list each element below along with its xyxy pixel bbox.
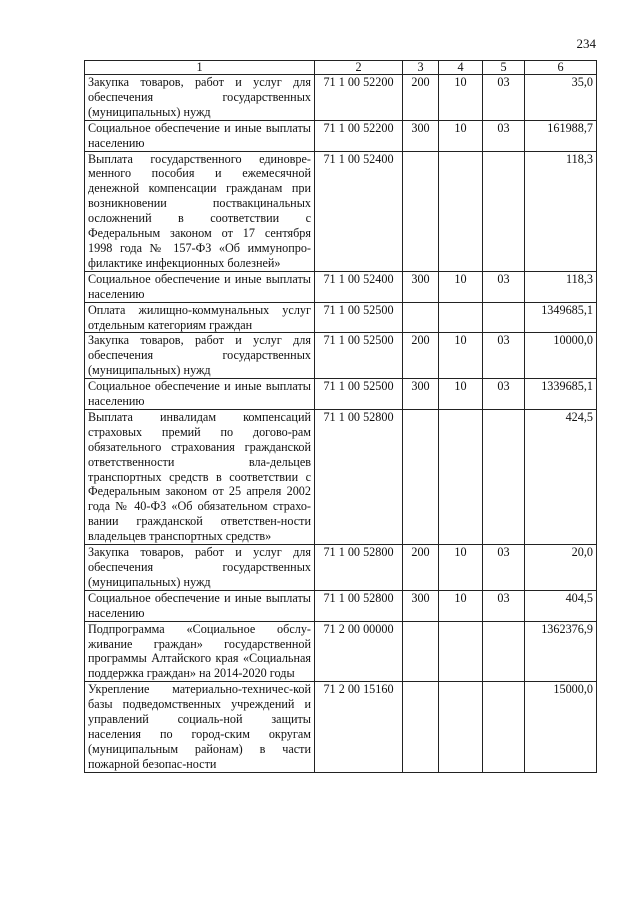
row-expense-type-cell [403,682,439,772]
row-section-cell: 10 [439,271,483,302]
row-amount-cell: 118,3 [525,271,597,302]
row-amount-cell: 404,5 [525,590,597,621]
row-code-cell: 71 1 00 52800 [315,545,403,591]
row-code-cell: 71 1 00 52500 [315,333,403,379]
column-header: 6 [525,61,597,75]
row-expense-type-cell [403,302,439,333]
row-section-cell: 10 [439,379,483,410]
table-row [85,545,597,591]
table-row [85,151,597,271]
row-name-cell: Выплата инвалидам компенсаций страховых премий по догово-рам обязательного страхования гражданской ответственности вла-дельцев транспортных средств в соответствии с Федеральным законом от 25 апреля 2002 года № 40-ФЗ «Об обязательном страхо-вании гражданской ответствен-ности владельцев транспортных средств» [85,409,315,544]
row-expense-type-cell: 300 [403,120,439,151]
row-subsection-cell: 03 [483,545,525,591]
row-amount-cell: 118,3 [525,151,597,271]
row-name-cell: Закупка товаров, работ и услуг для обеспечения государственных (муниципальных) нужд [85,75,315,121]
row-subsection-cell [483,621,525,682]
row-name-cell: Социальное обеспечение и иные выплаты населению [85,271,315,302]
row-name-cell: Укрепление материально-техничес-кой базы подведомственных учреждений и управлений социаль-ной защиты населения по город-ским округам (муниципальным районам) в части пожарной безопас-ности [85,682,315,772]
column-header: 1 [85,61,315,75]
table-row [85,682,597,772]
row-amount-cell: 35,0 [525,75,597,121]
row-name-cell: Оплата жилищно-коммунальных услуг отдельным категориям граждан [85,302,315,333]
column-header: 3 [403,61,439,75]
row-code-cell: 71 2 00 15160 [315,682,403,772]
table-row [85,590,597,621]
table-row [85,120,597,151]
row-amount-cell: 1362376,9 [525,621,597,682]
row-amount-cell: 1339685,1 [525,379,597,410]
row-code-cell: 71 2 00 00000 [315,621,403,682]
row-subsection-cell [483,151,525,271]
row-expense-type-cell: 300 [403,271,439,302]
row-expense-type-cell [403,621,439,682]
row-section-cell [439,621,483,682]
row-section-cell [439,682,483,772]
row-expense-type-cell [403,151,439,271]
table-row [85,621,597,682]
row-subsection-cell: 03 [483,590,525,621]
row-code-cell: 71 1 00 52200 [315,120,403,151]
row-expense-type-cell: 200 [403,545,439,591]
row-code-cell: 71 1 00 52800 [315,590,403,621]
row-expense-type-cell: 300 [403,379,439,410]
row-subsection-cell: 03 [483,75,525,121]
row-amount-cell: 161988,7 [525,120,597,151]
row-name-cell: Подпрограмма «Социальное обслу-живание граждан» государственной программы Алтайского края «Социальная поддержка граждан» на 2014-2020 годы [85,621,315,682]
row-subsection-cell: 03 [483,271,525,302]
row-name-cell: Социальное обеспечение и иные выплаты населению [85,120,315,151]
table-row [85,271,597,302]
row-section-cell: 10 [439,545,483,591]
table-row [85,333,597,379]
row-section-cell [439,151,483,271]
row-subsection-cell [483,302,525,333]
table-body [85,75,597,773]
row-section-cell [439,409,483,544]
row-code-cell: 71 1 00 52500 [315,302,403,333]
row-amount-cell: 20,0 [525,545,597,591]
table-row [85,379,597,410]
row-amount-cell: 15000,0 [525,682,597,772]
budget-table [84,60,597,773]
row-code-cell: 71 1 00 52800 [315,409,403,544]
row-code-cell: 71 1 00 52200 [315,75,403,121]
row-expense-type-cell [403,409,439,544]
row-amount-cell: 424,5 [525,409,597,544]
row-name-cell: Социальное обеспечение и иные выплаты населению [85,590,315,621]
row-subsection-cell: 03 [483,379,525,410]
row-section-cell: 10 [439,333,483,379]
row-section-cell: 10 [439,120,483,151]
row-subsection-cell [483,682,525,772]
row-subsection-cell: 03 [483,120,525,151]
row-amount-cell: 10000,0 [525,333,597,379]
row-expense-type-cell: 200 [403,333,439,379]
row-expense-type-cell: 300 [403,590,439,621]
row-code-cell: 71 1 00 52500 [315,379,403,410]
row-subsection-cell: 03 [483,333,525,379]
row-section-cell: 10 [439,75,483,121]
column-header: 5 [483,61,525,75]
table-header-row [85,61,597,75]
row-name-cell: Закупка товаров, работ и услуг для обеспечения государственных (муниципальных) нужд [85,545,315,591]
row-expense-type-cell: 200 [403,75,439,121]
row-section-cell [439,302,483,333]
row-section-cell: 10 [439,590,483,621]
table-row [85,75,597,121]
row-name-cell: Выплата государственного единовре-менного пособия и ежемесячной денежной компенсации гражданам при возникновении поствакцинальных осложнений в соответствии с Федеральным законом от 17 сентября 1998 года № 157-ФЗ «Об иммунопро-филактике инфекционных болезней» [85,151,315,271]
row-code-cell: 71 1 00 52400 [315,271,403,302]
row-name-cell: Закупка товаров, работ и услуг для обеспечения государственных (муниципальных) нужд [85,333,315,379]
column-header: 4 [439,61,483,75]
row-amount-cell: 1349685,1 [525,302,597,333]
page-number: 234 [576,36,596,51]
row-code-cell: 71 1 00 52400 [315,151,403,271]
row-subsection-cell [483,409,525,544]
table-row [85,409,597,544]
row-name-cell: Социальное обеспечение и иные выплаты населению [85,379,315,410]
column-header: 2 [315,61,403,75]
table-row [85,302,597,333]
